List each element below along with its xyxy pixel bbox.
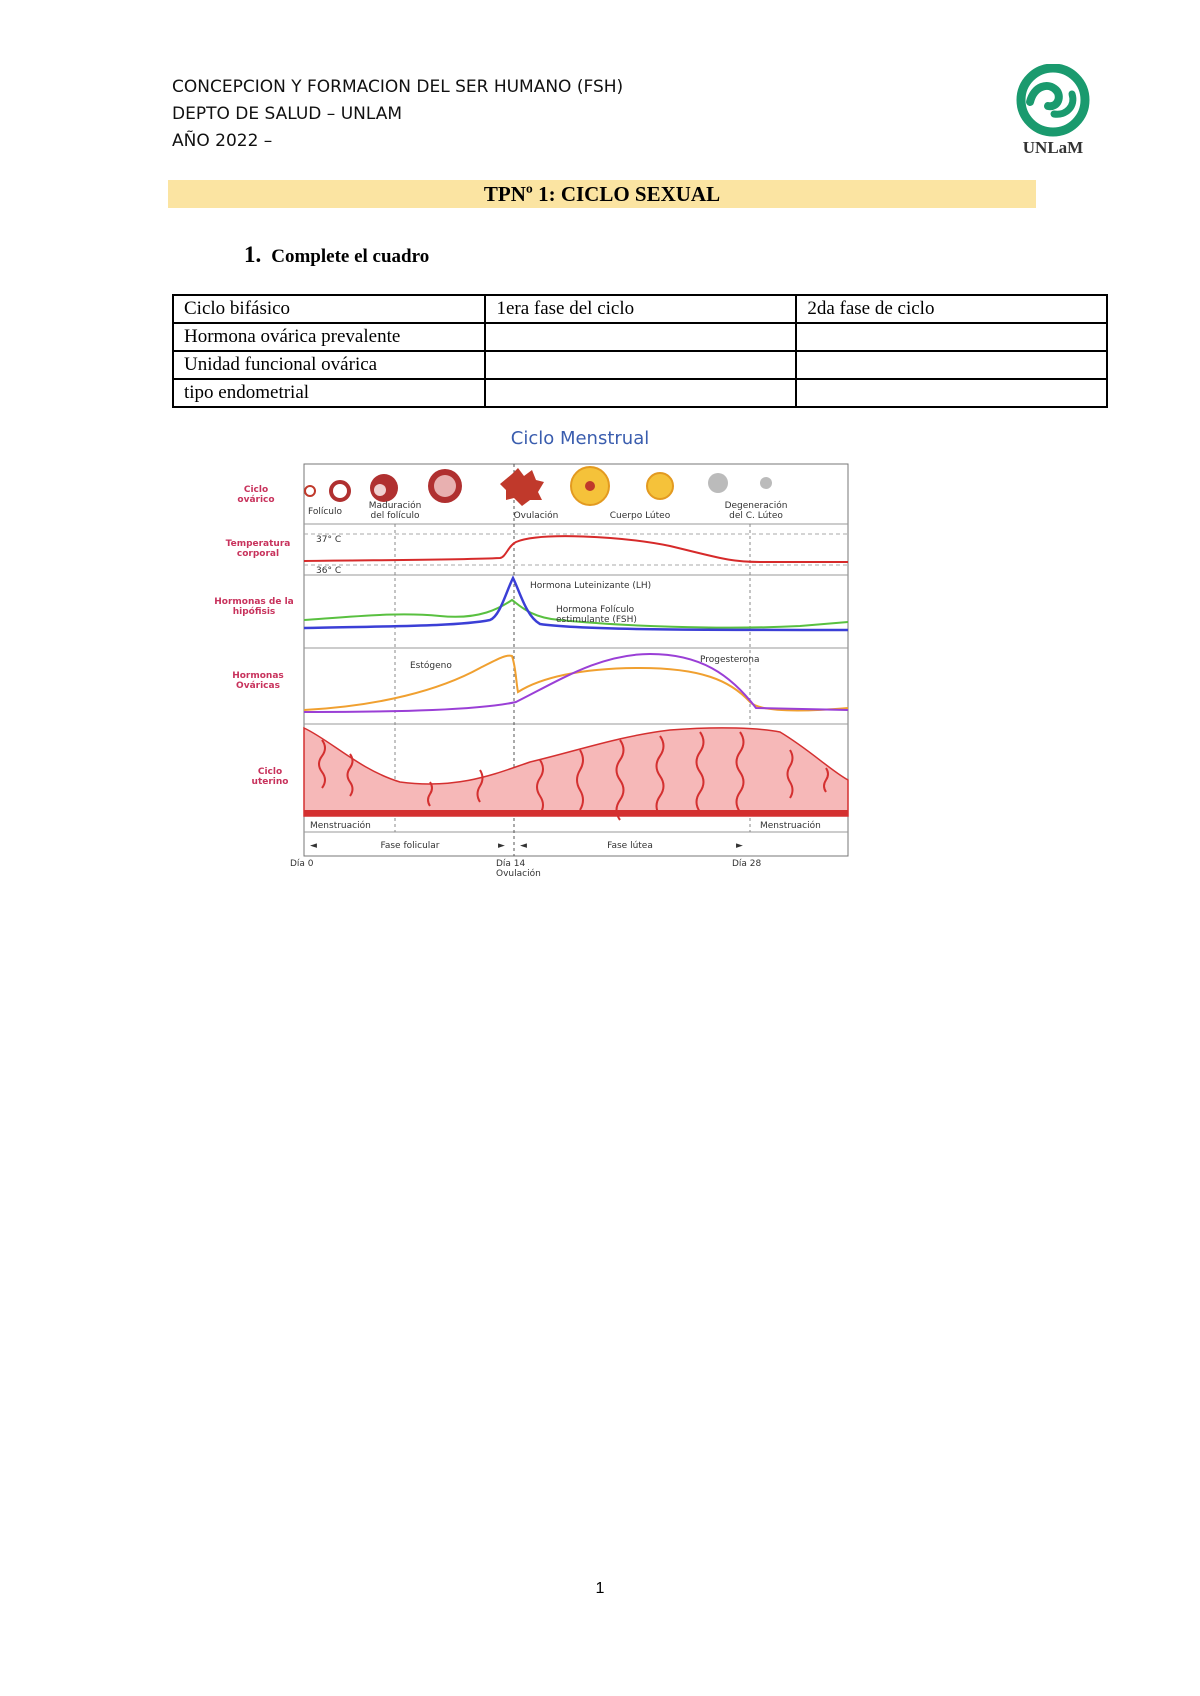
row-label: uterino: [251, 777, 289, 787]
row-label: Temperatura: [225, 539, 291, 549]
arrow-left-icon: ◄: [520, 841, 527, 851]
row-label: Hormonas: [232, 671, 284, 681]
stage-label: del C. Lúteo: [729, 511, 783, 521]
day-label: Día 28: [732, 859, 762, 869]
completion-table: [172, 294, 1108, 408]
row-label: corporal: [236, 549, 280, 559]
page-number: 1: [595, 1580, 605, 1597]
question-text: Complete el cuadro: [271, 246, 430, 267]
department: DEPTO DE SALUD – UNLAM: [172, 104, 403, 124]
logo-text: UNLaM: [1022, 138, 1084, 157]
basal-layer: [304, 810, 848, 816]
corpus-luteum-core-icon: [585, 481, 595, 491]
stage-label: Ovulación: [513, 511, 559, 521]
table-cell: Hormona ovárica prevalente: [173, 323, 485, 351]
progesterone-label: Progesterona: [700, 655, 760, 665]
page-title: TPNº 1: CICLO SEXUAL: [168, 180, 1036, 208]
table-row: [173, 323, 1107, 351]
table-cell: Ciclo bifásico: [173, 295, 485, 323]
day-label: Día 14: [496, 859, 526, 869]
follicle-icon: [331, 482, 349, 500]
degenerating-corpus-icon: [708, 473, 728, 493]
row-label: hipófisis: [232, 607, 276, 617]
antrum-icon: [434, 475, 456, 497]
arrow-right-icon: ►: [498, 841, 505, 851]
menstrual-cycle-diagram: [200, 420, 860, 880]
arrow-right-icon: ►: [736, 841, 743, 851]
table-cell: 2da fase de ciclo: [796, 295, 1107, 323]
year: AÑO 2022 –: [172, 131, 273, 151]
corpus-albicans-icon: [760, 477, 772, 489]
menstruation-label: Menstruación: [760, 821, 821, 831]
table-cell[interactable]: [485, 379, 796, 407]
unlam-logo: [1008, 64, 1098, 160]
table-row: [173, 351, 1107, 379]
question-1: [244, 242, 429, 268]
arrow-left-icon: ◄: [310, 841, 317, 851]
follicle-icon: [305, 486, 315, 496]
figure-title: Ciclo Menstrual: [510, 428, 650, 449]
lh-label: Hormona Luteinizante (LH): [530, 581, 652, 591]
unlam-logo-mark-icon: [1008, 64, 1098, 138]
question-number: 1.: [244, 242, 262, 267]
row-label: Hormonas de la: [214, 597, 294, 607]
document-header: [172, 74, 623, 155]
follicular-phase-label: Fase folicular: [380, 841, 440, 851]
temp-label-high: 37° C: [316, 535, 342, 545]
row-label: Ciclo: [243, 485, 269, 495]
luteal-phase-label: Fase lútea: [607, 841, 653, 851]
estrogen-label: Estógeno: [410, 661, 452, 671]
fsh-label: Hormona Folículo: [556, 605, 635, 615]
temp-label-low: 36° C: [316, 566, 342, 576]
stage-label: Cuerpo Lúteo: [609, 511, 671, 521]
menstruation-label: Menstruación: [310, 821, 371, 831]
table-cell[interactable]: [485, 323, 796, 351]
table-cell: 1era fase del ciclo: [485, 295, 796, 323]
stage-label: Maduración: [368, 501, 422, 511]
stage-label: Folículo: [308, 507, 343, 517]
oocyte-icon: [374, 484, 386, 496]
row-label: Ováricas: [236, 681, 280, 691]
course-title: CONCEPCION Y FORMACION DEL SER HUMANO (FSH): [172, 77, 624, 97]
ovulation-day-label: Ovulación: [496, 869, 541, 879]
table-cell[interactable]: [796, 323, 1107, 351]
stage-label: Degeneración: [724, 501, 788, 511]
corpus-luteum-small-icon: [647, 473, 673, 499]
table-cell[interactable]: [796, 379, 1107, 407]
table-row: [173, 379, 1107, 407]
table-cell[interactable]: [485, 351, 796, 379]
table-cell[interactable]: [796, 351, 1107, 379]
table-cell: tipo endometrial: [173, 379, 485, 407]
table-header-row: [173, 295, 1107, 323]
day-label: Día 0: [290, 859, 314, 869]
row-label: Ciclo: [257, 767, 283, 777]
table-cell: Unidad funcional ovárica: [173, 351, 485, 379]
row-label: ovárico: [237, 495, 275, 505]
stage-label: del folículo: [370, 511, 420, 521]
fsh-label: estimulante (FSH): [556, 615, 637, 625]
